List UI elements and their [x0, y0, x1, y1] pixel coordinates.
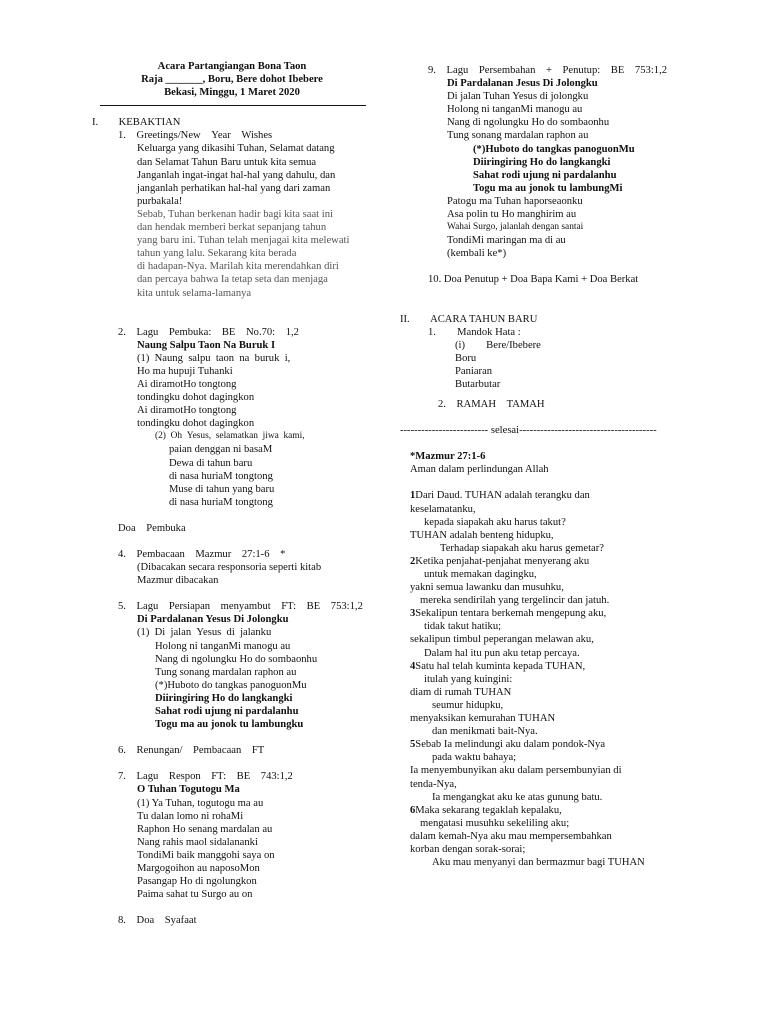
- lyric-line: TondiMi baik manggohi saya on: [137, 849, 275, 861]
- psalm-verse: [410, 555, 700, 568]
- lyric-line: (1) Ya Tuhan, togutogu ma au: [137, 797, 264, 809]
- selesai-divider: ------------------------- selesai---------------------------------------: [400, 425, 657, 437]
- lyric-line: (1) Naung salpu taon na buruk i,: [137, 352, 291, 364]
- lyric-line: Diiringiring Ho do langkangki: [155, 692, 293, 704]
- lyric-line: Nang di ngolungku Ho do sombaonhu: [447, 117, 610, 129]
- text-line: Paniaran: [455, 365, 493, 377]
- text-line: Keluarga yang dikasihi Tuhan, Selamat datang: [137, 143, 335, 155]
- psalm-line: Terhadap siapakah aku harus gemetar?: [440, 542, 604, 554]
- psalm-verse: [410, 489, 700, 502]
- lyric-line: TondiMi maringan ma di au: [447, 235, 566, 247]
- item-heading: 7. Lagu Respon FT: BE 743:1,2: [118, 771, 293, 783]
- psalm-subtitle: Aman dalam perlindungan Allah: [410, 464, 549, 476]
- psalm-line: dalam kemah-Nya aku mau mempersembahkan: [410, 830, 612, 842]
- text-line: kita untuk selama-lamanya: [137, 287, 252, 299]
- verse-number: 5: [410, 739, 416, 751]
- item-renungan: 6. Renungan/ Pembacaan FT: [118, 745, 265, 757]
- psalm-line: dan menikmati bait-Nya.: [432, 726, 538, 738]
- psalm-line: diam di rumah TUHAN: [410, 686, 512, 698]
- psalm-line: sekalipun timbul peperangan melawan aku,: [410, 634, 594, 646]
- psalm-line: tidak takut hatiku;: [424, 621, 502, 633]
- lyric-line: Holong ni tanganMi manogu au: [447, 104, 583, 116]
- psalm-line: Dalam hal itu pun aku tetap percaya.: [424, 647, 580, 659]
- header-divider: [100, 105, 366, 106]
- item-heading: 9. Lagu Persembahan + Penutup: BE 753:1,2: [428, 65, 668, 76]
- psalm-line: Ia mengangkat aku ke atas gunung batu.: [432, 791, 603, 803]
- lyric-line: Diiringiring Ho do langkangki: [473, 156, 611, 168]
- text-line: (Dibacakan secara responsoria seperti kitab: [137, 562, 322, 574]
- lyric-line: Patogu ma Tuhan haporseaonku: [447, 195, 583, 207]
- lyric-line: Tu dalan lomo ni rohaMi: [137, 810, 244, 822]
- item-doa-syafaat: 8. Doa Syafaat: [118, 915, 197, 927]
- lyric-line: Nang di ngolungku Ho do sombaonhu: [155, 653, 318, 665]
- psalm-line: mereka sendirilah yang tergelincir dan jatuh.: [420, 595, 610, 607]
- verse-number: 3: [410, 608, 416, 620]
- lyric-line: Nang rahis maol sidalananki: [137, 836, 258, 848]
- psalm-verse: [410, 660, 700, 673]
- lyric-line: Paima sahat tu Surgo au on: [137, 889, 253, 901]
- verse-number: 6: [410, 804, 416, 816]
- section-title: ACARA TAHUN BARU: [430, 313, 538, 325]
- psalm-line: Ia menyembunyikan aku dalam persembunyian di: [410, 765, 622, 777]
- item-doa-penutup: 10. Doa Penutup + Doa Bapa Kami + Doa Berkat: [428, 274, 639, 286]
- section-title: KEBAKTIAN: [118, 117, 181, 129]
- item-heading: 4. Pembacaan Mazmur 27:1-6 *: [118, 549, 286, 560]
- text-line: Boru: [455, 352, 477, 364]
- verse-number: 4: [410, 660, 416, 672]
- right-column: [400, 64, 700, 869]
- psalm-line: itulah yang kuingini:: [424, 673, 513, 685]
- item-mandok-hata: [428, 326, 700, 412]
- section-number: II.: [400, 313, 410, 325]
- lyric-line: (1) Di jalan Yesus di jalanku: [137, 627, 272, 639]
- lyric-line: paian denggan ni basaM: [169, 444, 273, 456]
- lyric-line: Sahat rodi ujung ni pardalanhu: [473, 169, 617, 181]
- psalm-line: kepada siapakah aku harus takut?: [424, 516, 566, 528]
- lyric-line: di nasa huriaM tongtong: [169, 470, 273, 482]
- psalm-verse: [410, 607, 700, 620]
- lyric-line: Raphon Ho senang mardalan au: [137, 823, 273, 835]
- header-title: Acara Partangiangan Bona Taon: [157, 61, 307, 72]
- psalm-line: pada waktu bahaya;: [432, 752, 517, 764]
- psalm-line: keselamatanku,: [410, 503, 476, 515]
- lyric-line: Dewa di tahun baru: [169, 457, 253, 469]
- psalm-line: TUHAN adalah benteng hidupku,: [410, 529, 554, 541]
- item-persembahan: [428, 64, 700, 287]
- text-line: yang baru ini. Tuhan telah menjagai kita melewati: [137, 235, 350, 247]
- text-line: (i) Bere/Ibebere: [455, 339, 541, 351]
- psalm-line: seumur hidupku,: [432, 699, 504, 711]
- lyric-line: (2) Oh Yesus, selamatkan jiwa kami,: [155, 431, 305, 442]
- text-line: Sebab, Tuhan berkenan hadir bagi kita saat ini: [137, 208, 333, 220]
- psalm-line: yakni semua lawanku dan musuhku,: [410, 582, 564, 594]
- item-heading: 1. Greetings/New Year Wishes: [118, 130, 273, 142]
- item-doa-pembuka: Doa Pembuka: [118, 522, 186, 534]
- text-line: dan hendak memberi berkat sepanjang tahun: [137, 222, 327, 234]
- psalm-section: [410, 450, 700, 869]
- text-line: purbakala!: [137, 195, 183, 207]
- lyric-line: tondingku dohot dagingkon: [137, 418, 255, 430]
- lyric-line: Togu ma au jonok tu lambungMi: [473, 182, 623, 194]
- lyric-line: (kembali ke*): [447, 248, 507, 260]
- section-number: I.: [92, 117, 99, 129]
- text-line: dan percaya bahwa Ia tetap seta dan menjaga: [137, 274, 328, 286]
- psalm-line: menyaksikan kemurahan TUHAN: [410, 713, 556, 725]
- text-line: janganlah perhatikan hal-hal yang dari zaman: [137, 182, 331, 194]
- lyric-line: (*)Huboto do tangkas panoguonMu: [473, 143, 635, 155]
- text-line: tahun yang lalu. Sekarang kita berada: [137, 248, 297, 260]
- lyric-line: Sahat rodi ujung ni pardalanhu: [155, 706, 299, 718]
- verse-text: Dari Daud. TUHAN adalah terangku dan: [415, 490, 590, 502]
- psalm-verse: [410, 804, 700, 817]
- verse-number: 2: [410, 555, 416, 567]
- lyric-line: Ho ma hupuji Tuhanki: [137, 365, 233, 377]
- lyric-line: Tung sonang mardalan raphon au: [447, 130, 589, 142]
- verse-text: Sekalipun tentara berkemah mengepung aku,: [415, 608, 607, 620]
- item-ramah-tamah: 2. RAMAH TAMAH: [438, 399, 545, 411]
- lyric-line: Tung sonang mardalan raphon au: [155, 666, 297, 678]
- lyric-line: di nasa huriaM tongtong: [169, 496, 273, 508]
- left-column: [92, 60, 368, 927]
- section-heading: [92, 116, 368, 129]
- verse-number: 1: [410, 490, 416, 502]
- verse-text: Ketika penjahat-penjahat menyerang aku: [415, 555, 590, 567]
- item-heading: 1. Mandok Hata :: [428, 326, 521, 338]
- lyric-line: Ai diramotHo tongtong: [137, 378, 237, 390]
- psalm-line: tenda-Nya,: [410, 778, 457, 790]
- lyric-line: Holong ni tanganMi manogu au: [155, 640, 291, 652]
- psalm-line: Aku mau menyanyi dan bermazmur bagi TUHAN: [432, 857, 645, 869]
- lyric-line: Asa polin tu Ho manghirim au: [447, 209, 577, 221]
- psalm-line: korban dengan sorak-sorai;: [410, 843, 526, 855]
- lyric-line: (*)Huboto do tangkas panoguonMu: [155, 679, 307, 691]
- section-heading: [400, 313, 700, 326]
- song-title: Di Pardalanan Jesus Di Jolongku: [447, 78, 598, 90]
- song-title: Naung Salpu Taon Na Buruk I: [137, 339, 276, 351]
- lyric-line: tondingku dohot dagingkon: [137, 392, 255, 404]
- text-line: Mazmur dibacakan: [137, 575, 219, 587]
- header-subtitle: Raja _______, Boru, Bere dohot Ibebere: [141, 74, 323, 86]
- song-lyrics: [137, 339, 368, 509]
- song-lyrics: [137, 613, 368, 731]
- psalm-line: untuk memakan dagingku,: [424, 569, 537, 580]
- verse-text: Satu hal telah kuminta kepada TUHAN,: [415, 660, 586, 672]
- lyric-line: Muse di tahun yang baru: [169, 483, 275, 495]
- text-line: Butarbutar: [455, 378, 501, 390]
- text-line: dan Selamat Tahun Baru untuk kita semua: [137, 156, 317, 168]
- verse-text: Maka sekarang tegaklah kepalaku,: [415, 804, 562, 816]
- lyric-line: Togu ma au jonok tu lambungku: [155, 719, 304, 731]
- item-greetings: [118, 129, 368, 927]
- lyric-line: Margogoihon au naposoMon: [137, 862, 260, 874]
- verse-text: Sebab Ia melindungi aku dalam pondok-Nya: [415, 739, 606, 751]
- lyric-line: Pasangap Ho di ngolungkon: [137, 876, 257, 888]
- lyric-line: Ai diramotHo tongtong: [137, 405, 237, 417]
- song-title: Di Pardalanan Yesus Di Jolongku: [137, 614, 289, 626]
- psalm-title: *Mazmur 27:1-6: [410, 451, 486, 463]
- header-date: Bekasi, Minggu, 1 Maret 2020: [164, 87, 300, 99]
- lyric-line: Di jalan Tuhan Yesus di jolongku: [447, 91, 589, 103]
- lyric-line: Wahai Surgo, jalanlah dengan santai: [447, 222, 584, 233]
- item-heading: 5. Lagu Persiapan menyambut FT: BE 753:1,2: [118, 601, 363, 613]
- psalm-line: mengatasi musuhku sekeliling aku;: [420, 817, 570, 829]
- text-line: Janganlah ingat-ingat hal-hal yang dahulu, dan: [137, 169, 336, 181]
- text-line: di hadapan-Nya. Marilah kita merendahkan diri: [137, 261, 339, 273]
- song-title: O Tuhan Togutogu Ma: [137, 784, 240, 796]
- song-lyrics: [137, 783, 368, 901]
- item-heading: 2. Lagu Pembuka: BE No.70: 1,2: [118, 326, 299, 338]
- psalm-verse: [410, 738, 700, 751]
